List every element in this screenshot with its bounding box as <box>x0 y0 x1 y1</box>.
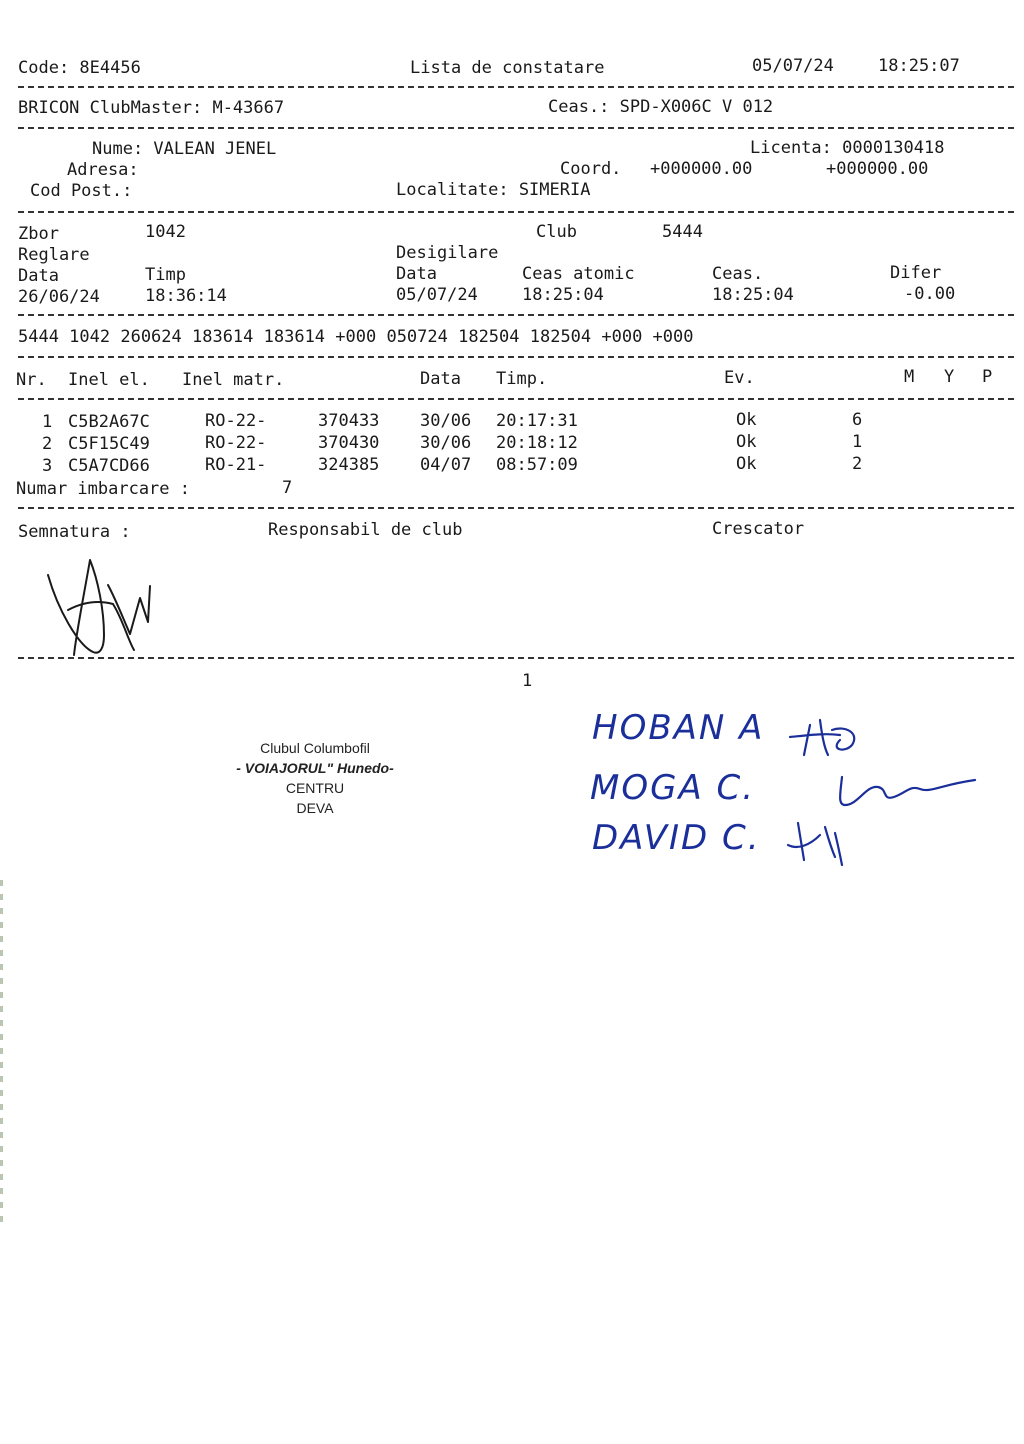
row-ring: 370430 <box>318 433 380 453</box>
row-timp: 20:18:12 <box>496 433 578 453</box>
row-ev: Ok <box>736 410 757 430</box>
adresa-label: Adresa: <box>67 160 139 180</box>
row-series: RO-22- <box>205 433 267 453</box>
col-data: Data <box>420 369 461 389</box>
ceas-atomic-label: Ceas atomic <box>522 264 635 284</box>
handwritten-name-3: DAVID C. <box>592 818 761 858</box>
header-date: 05/07/24 <box>752 56 834 76</box>
coord-y: +000000.00 <box>826 159 929 179</box>
handwritten-initials <box>770 705 990 870</box>
data-label: Data <box>18 266 59 286</box>
code: Code: 8E4456 <box>18 58 141 78</box>
clubmaster: BRICON ClubMaster: M-43667 <box>18 98 285 118</box>
col-ev: Ev. <box>724 368 755 388</box>
divider <box>18 398 1014 400</box>
ceas-model: Ceas.: SPD-X006C V 012 <box>548 97 774 117</box>
cod-post-label: Cod Post.: <box>30 181 133 201</box>
row-nr: 2 <box>42 434 53 454</box>
col-inel-matr: Inel matr. <box>182 370 285 390</box>
handwritten-signature <box>38 540 168 665</box>
localitate: Localitate: SIMERIA <box>396 180 591 200</box>
row-ev: Ok <box>736 454 757 474</box>
difer-label: Difer <box>890 263 942 283</box>
col-y: Y <box>944 367 955 387</box>
divider <box>18 314 1014 316</box>
row-m: 2 <box>852 454 863 474</box>
row-timp: 20:17:31 <box>496 411 578 431</box>
ceas-atomic-value: 18:25:04 <box>522 285 604 305</box>
desigilare-data: 05/07/24 <box>396 285 478 305</box>
divider <box>18 86 1014 88</box>
responsabil-label: Responsabil de club <box>268 520 463 540</box>
desigilare-label: Desigilare <box>396 243 499 263</box>
row-m: 6 <box>852 410 863 430</box>
timp-label: Timp <box>145 265 186 285</box>
ceas-value: 18:25:04 <box>712 285 794 305</box>
page-number: 1 <box>522 671 533 691</box>
row-ring: 324385 <box>318 455 380 475</box>
club-label: Club <box>536 222 577 242</box>
row-m: 1 <box>852 432 863 452</box>
col-p: P <box>982 367 993 387</box>
divider <box>18 127 1014 129</box>
coord-x: +000000.00 <box>650 159 753 179</box>
row-ev: Ok <box>736 432 757 452</box>
coord-label: Coord. <box>560 159 622 179</box>
row-nr: 3 <box>42 456 53 476</box>
reglare-data: 26/06/24 <box>18 287 100 307</box>
code-line: 5444 1042 260624 183614 183614 +000 050724 182504 182504 +000 +000 <box>18 327 694 347</box>
header-time: 18:25:07 <box>878 56 960 76</box>
stamp-line-3: CENTRU <box>285 780 345 796</box>
crescator-label: Crescator <box>712 519 805 539</box>
ceas-label: Ceas. <box>712 264 764 284</box>
col-timp: Timp. <box>496 369 548 389</box>
semnatura-label: Semnatura : <box>18 522 131 542</box>
zbor-label: Zbor <box>18 224 59 244</box>
club-value: 5444 <box>662 222 703 242</box>
stamp-line-4: DEVA <box>296 800 334 816</box>
difer-value: -0.00 <box>904 284 956 304</box>
divider <box>18 657 1014 659</box>
col-m: M <box>904 367 915 387</box>
scan-edge <box>0 880 3 1230</box>
divider <box>18 211 1014 213</box>
zbor-value: 1042 <box>145 222 186 242</box>
row-inel-el: C5F15C49 <box>68 434 150 454</box>
owner-name: Nume: VALEAN JENEL <box>92 139 277 159</box>
row-data: 04/07 <box>420 455 472 475</box>
data2-label: Data <box>396 264 437 284</box>
col-inel-el: Inel el. <box>68 370 150 390</box>
row-nr: 1 <box>42 412 53 432</box>
divider <box>18 507 1014 509</box>
row-data: 30/06 <box>420 433 472 453</box>
numar-imbarcare-label: Numar imbarcare : <box>16 479 190 499</box>
row-inel-el: C5A7CD66 <box>68 456 150 476</box>
divider <box>18 356 1014 358</box>
row-series: RO-22- <box>205 411 267 431</box>
row-timp: 08:57:09 <box>496 455 578 475</box>
row-data: 30/06 <box>420 411 472 431</box>
row-series: RO-21- <box>205 455 267 475</box>
stamp-line-1: Clubul Columbofil <box>260 740 370 756</box>
handwritten-name-2: MOGA C. <box>590 768 756 808</box>
club-stamp <box>200 738 430 818</box>
handwritten-name-1: HOBAN A <box>592 708 765 748</box>
reglare-label: Reglare <box>18 245 90 265</box>
row-inel-el: C5B2A67C <box>68 412 150 432</box>
stamp-line-2: - VOIAJORUL" Hunedo- <box>236 760 394 776</box>
reglare-timp: 18:36:14 <box>145 286 227 306</box>
col-nr: Nr. <box>16 370 47 390</box>
licenta: Licenta: 0000130418 <box>750 138 945 158</box>
row-ring: 370433 <box>318 411 380 431</box>
numar-imbarcare-value: 7 <box>282 478 293 498</box>
document-title: Lista de constatare <box>410 58 605 78</box>
